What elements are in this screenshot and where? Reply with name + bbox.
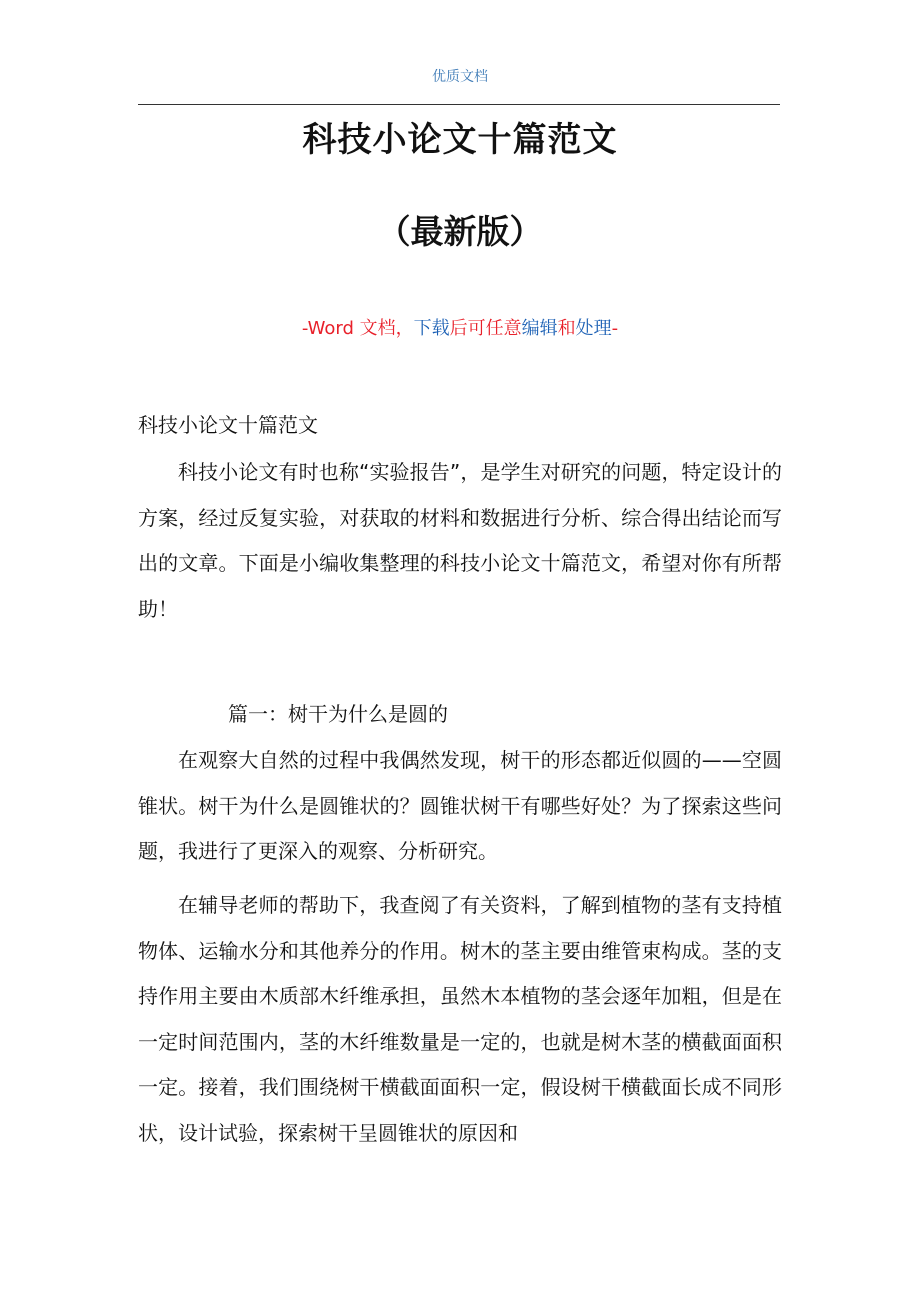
- section-paragraph: 在辅导老师的帮助下，我查阅了有关资料，了解到植物的茎有支持植物体、运输水分和其他养分的作用。树木的茎主要由维管束构成。茎的支持作用主要由木质部木纤维承担，虽然木本植物的茎会逐年加粗，但是在一定时间范围内，茎的木纤维数量是一定的，也就是树木茎的横截面面积一定。接着，我们围绕树干横截面面积一定，假设树干横截面长成不同形状，设计试验，探索树干呈圆锥状的原因和: [138, 893, 782, 1145]
- intro-heading: 科技小论文十篇范文: [138, 413, 318, 437]
- document-tagline: [0, 314, 920, 340]
- tagline-segment: 编辑: [521, 318, 558, 339]
- tagline-segment: 后可任意: [449, 318, 522, 339]
- tagline-segment: 和: [557, 318, 576, 339]
- tagline-segment: -: [611, 318, 619, 339]
- document-subtitle: （最新版）: [377, 212, 543, 251]
- tagline-segment: -Word 文档，: [301, 318, 414, 339]
- header-divider: [138, 104, 780, 105]
- section-paragraph: 在观察大自然的过程中我偶然发现，树干的形态都近似圆的——空圆锥状。树干为什么是圆锥状的？圆锥状树干有哪些好处？为了探索这些问题，我进行了更深入的观察、分析研究。: [138, 748, 782, 863]
- section-heading: 篇一：树干为什么是圆的: [228, 702, 448, 726]
- intro-paragraph: 科技小论文有时也称“实验报告”，是学生对研究的问题，特定设计的方案，经过反复实验，对获取的材料和数据进行分析、综合得出结论而写出的文章。下面是小编收集整理的科技小论文十篇范文，希望对你有所帮助！: [138, 460, 782, 621]
- tagline-segment: 下载: [413, 318, 450, 339]
- page-header-label: 优质文档: [432, 69, 488, 85]
- tagline-segment: 处理: [575, 318, 612, 339]
- document-title: 科技小论文十篇范文: [302, 120, 618, 160]
